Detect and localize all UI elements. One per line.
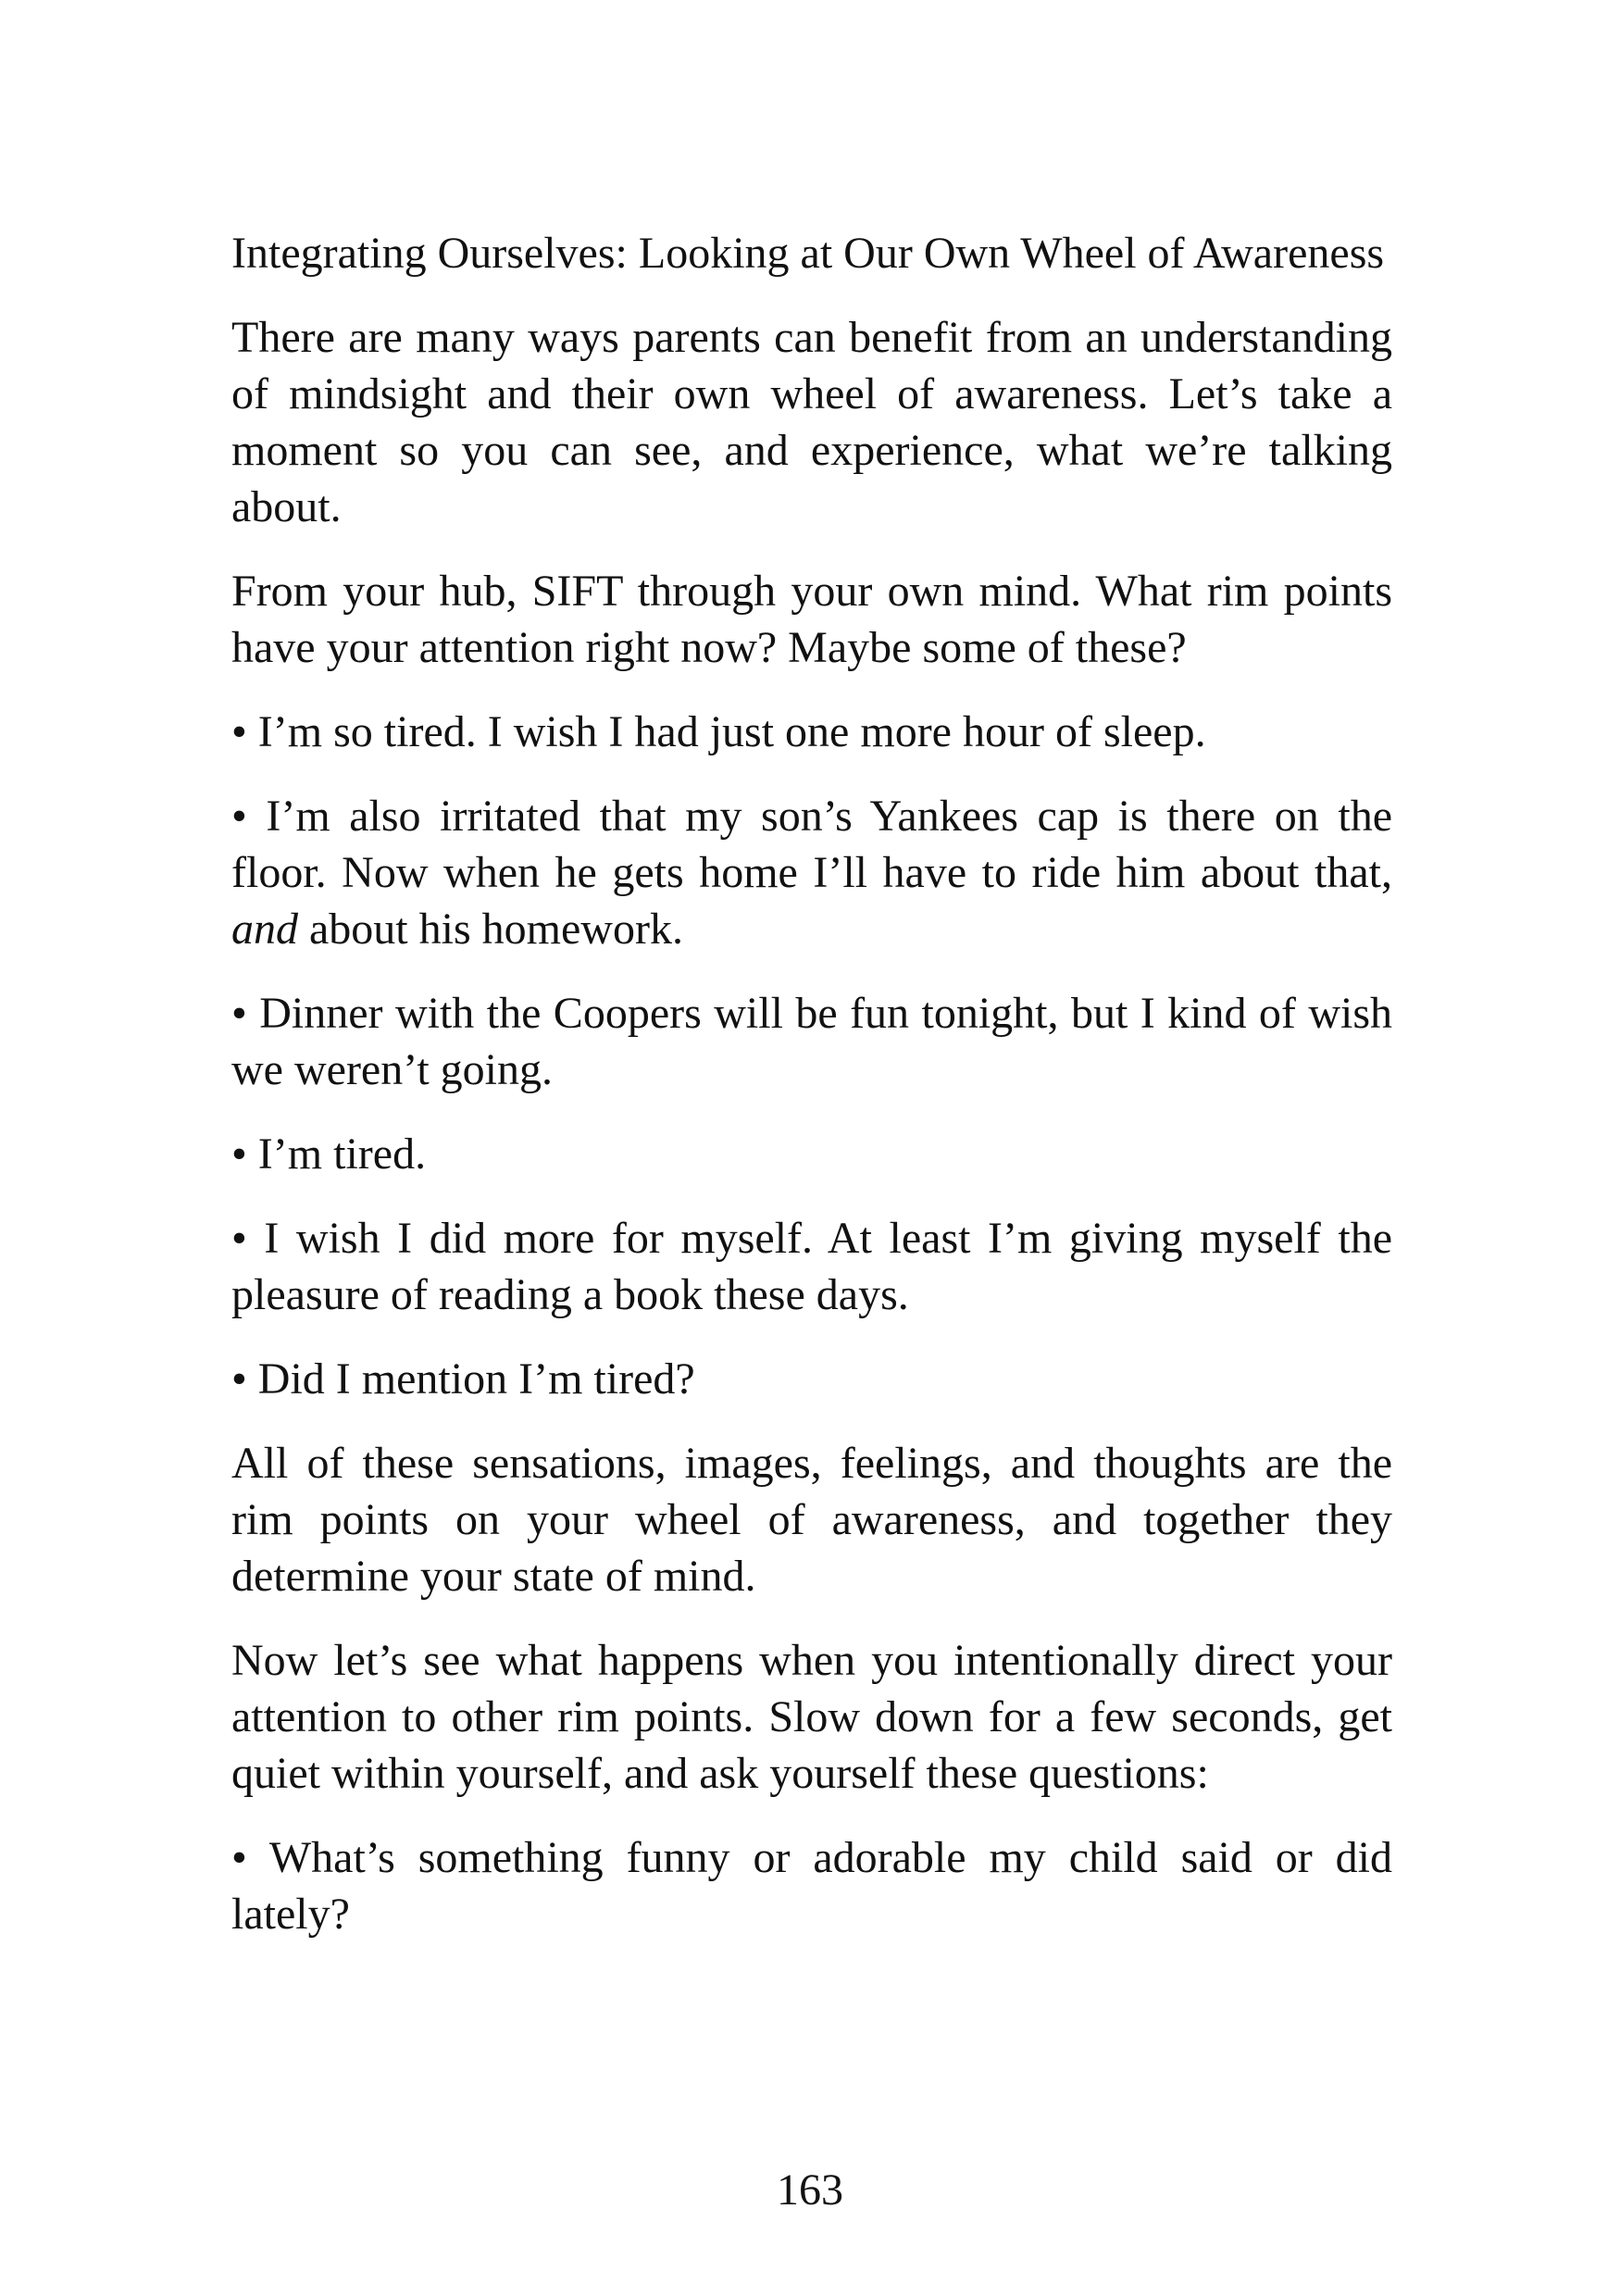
page-number: 163 [777, 2165, 843, 2215]
rim-point-item: • Did I mention I’m tired? [231, 1354, 695, 1404]
rim-point-item [231, 788, 1392, 957]
rim-point-item: • I’m tired. [231, 1129, 427, 1179]
page-body [231, 225, 1392, 1942]
rim-point-item: • I’m so tired. I wish I had just one more hour of sleep. [231, 707, 1206, 756]
rim-point-item: • Dinner with the Coopers will be fun tonight, but I kind of wish we weren’t going. [231, 989, 1392, 1094]
sift-paragraph: From your hub, SIFT through your own mind. What rim points have your attention right now? Maybe some of these? [231, 567, 1392, 672]
redirect-paragraph: Now let’s see what happens when you intentionally direct your attention to other rim points. Slow down for a few seconds, get quiet within yourself, and ask yourself these questions: [231, 1636, 1392, 1798]
section-heading: Integrating Ourselves: Looking at Our Own Wheel of Awareness [231, 229, 1385, 278]
emphasis-text: and [231, 905, 298, 954]
intro-paragraph: There are many ways parents can benefit from an understanding of mindsight and their own wheel of awareness. Let’s take a moment so you can see, and experience, what we’re talking about. [231, 313, 1392, 531]
rim-point-text: • I’m also irritated that my son’s Yankees cap is there on the floor. Now when he gets home I’ll have to ride him about that, [231, 792, 1392, 897]
question-item: • What’s something funny or adorable my child said or did lately? [231, 1833, 1392, 1939]
rim-point-item: • I wish I did more for myself. At least I’m giving myself the pleasure of reading a book these days. [231, 1214, 1392, 1319]
rim-point-text: about his homework. [298, 905, 683, 954]
summary-paragraph: All of these sensations, images, feelings, and thoughts are the rim points on your wheel of awareness, and together they determine your state of mind. [231, 1439, 1392, 1601]
